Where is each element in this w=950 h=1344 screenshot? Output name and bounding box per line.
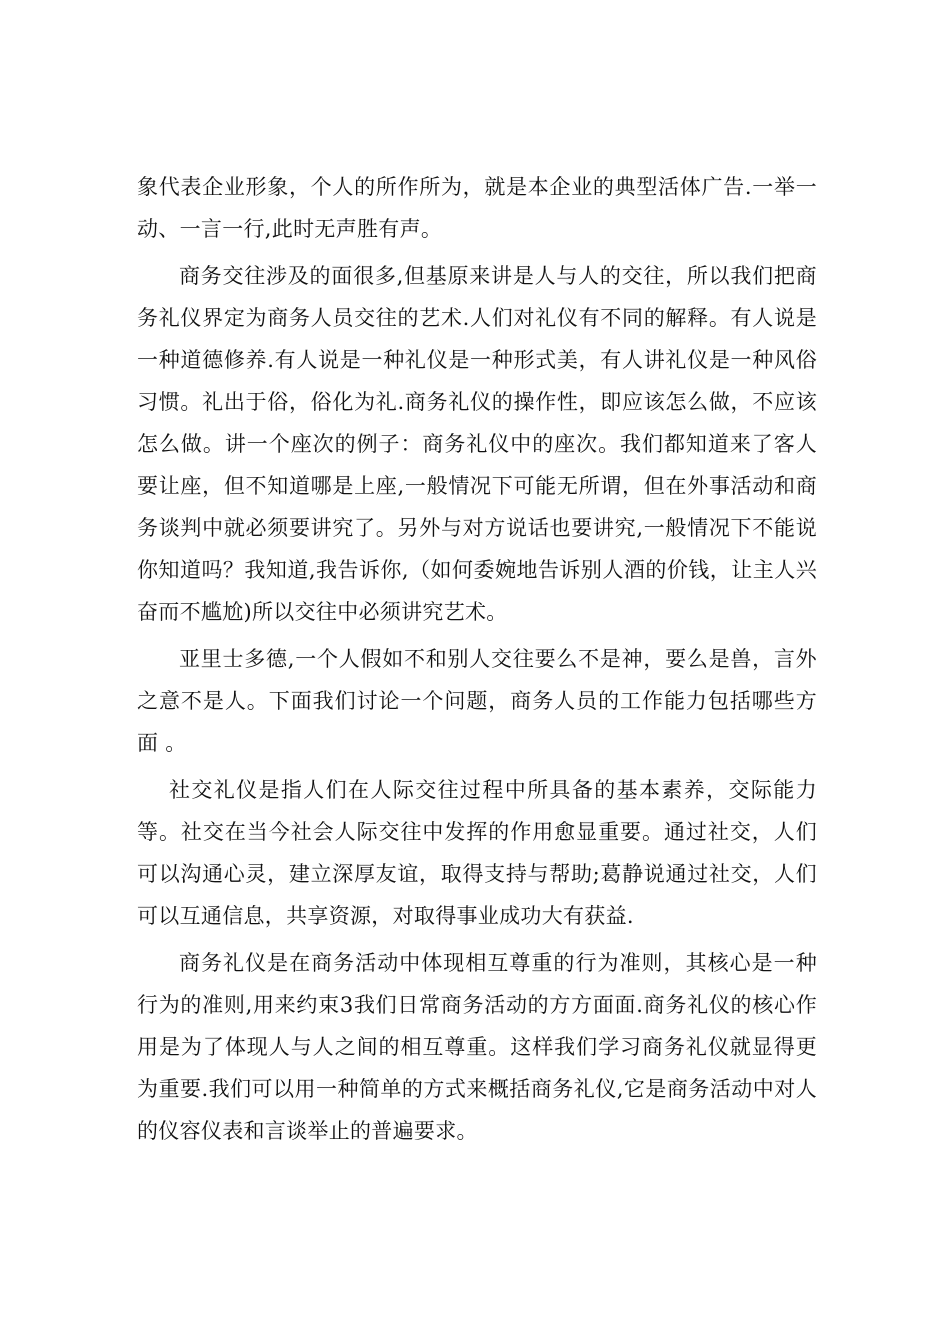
document-body [137, 166, 817, 1157]
paragraph-1: 象代表企业形象，个人的所作所为，就是本企业的典型活体广告.一举一动、一言一行,此时无声胜有声。 [137, 175, 817, 241]
paragraph-4: 社交礼仪是指人们在人际交往过程中所具备的基本素养，交际能力等。社交在当今社会人际交往中发挥的作用愈显重要。通过社交，人们可以沟通心灵，建立深厚友谊，取得支持与帮助;葛静说通过社交，人们可以互通信息，共享资源，对取得事业成功大有获益. [137, 778, 817, 928]
paragraph-5: 商务礼仪是在商务活动中体现相互尊重的行为准则，其核心是一种行为的准则,用来约束3我们日常商务活动的方方面面.商务礼仪的核心作用是为了体现人与人之间的相互尊重。这样我们学习商务礼仪就显得更为重要.我们可以用一种简单的方式来概括商务礼仪,它是商务活动中对人的仪容仪表和言谈举止的普遍要求。 [137, 951, 817, 1143]
paragraph-3: 亚里士多德,一个人假如不和别人交往要么不是神，要么是兽，言外之意不是人。下面我们讨论一个问题，商务人员的工作能力包括哪些方面 。 [137, 647, 817, 755]
paragraph-2: 商务交往涉及的面很多,但基原来讲是人与人的交往，所以我们把商务礼仪界定为商务人员交往的艺术.人们对礼仪有不同的解释。有人说是一种道德修养.有人说是一种礼仪是一种形式美，有人讲礼仪是一种风俗习惯。礼出于俗，俗化为礼.商务礼仪的操作性，即应该怎么做，不应该怎么做。讲一个座次的例子：商务礼仪中的座次。我们都知道来了客人要让座，但不知道哪是上座,一般情况下可能无所谓，但在外事活动和商务谈判中就必须要讲究了。另外与对方说话也要讲究,一般情况下不能说你知道吗？我知道,我告诉你,（如何委婉地告诉别人酒的价钱，让主人兴奋而不尴尬)所以交往中必须讲究艺术。 [137, 264, 817, 624]
